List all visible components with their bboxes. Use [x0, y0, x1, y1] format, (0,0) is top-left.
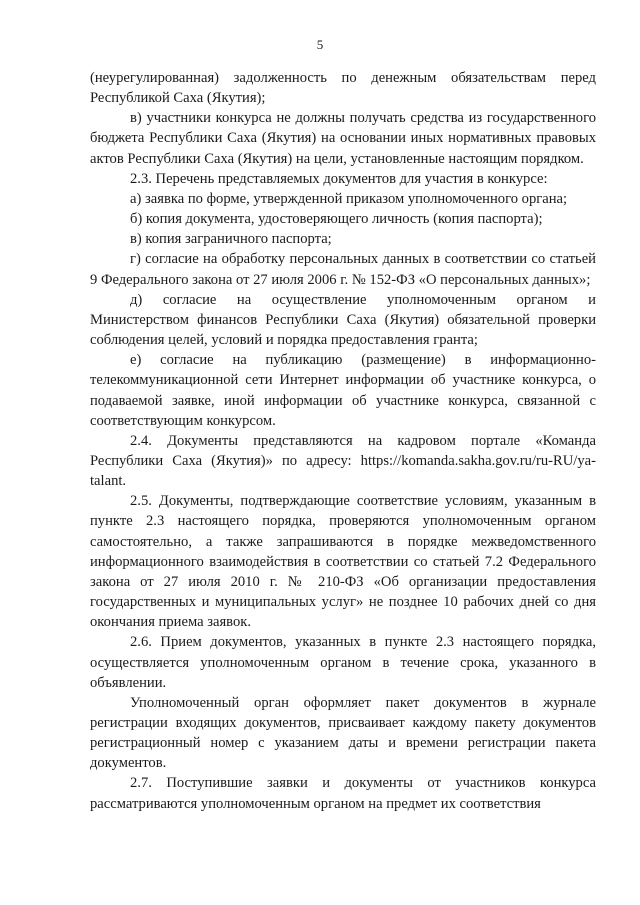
paragraph-item-v-passport: в) копия заграничного паспорта; — [130, 231, 332, 248]
page-number: 5 — [316, 37, 324, 52]
paragraph-debt-continuation: (неурегулированная) задолженность по денежным обязательствам перед Республикой Саха (Якутия); — [90, 70, 596, 107]
paragraph-2-5-verification: 2.5. Документы, подтверждающие соответствие условиям, указанным в пункте 2.3 настоящего порядка, проверяются уполномоченным органом самостоятельно, а также запрашиваются в порядке межведомственного информационного взаимодействия в соответствии со статьей 7.2 Федерального закона от 27 июля 2010 г. № 210-ФЗ «Об организации предоставления государственных и муниципальных услуг» не позднее 10 рабочих дней со дня окончания приема заявок. — [90, 493, 596, 631]
paragraph-item-a-application: а) заявка по форме, утвержденной приказом уполномоченного органа; — [130, 190, 568, 207]
paragraph-2-7-review: 2.7. Поступившие заявки и документы от участников конкурса рассматриваются уполномоченным органом на предмет их соответствия — [90, 775, 596, 812]
document-body — [90, 68, 596, 814]
paragraph-item-g-personal-data: г) согласие на обработку персональных данных в соответствии со статьей 9 Федерального закона от 27 июля 2006 г. № 152-ФЗ «О персональных данных»; — [90, 251, 596, 288]
paragraph-2-6-acceptance: 2.6. Прием документов, указанных в пункте 2.3 настоящего порядка, осуществляется уполномоченным органом в течение срока, указанного в объявлении. — [90, 634, 596, 691]
paragraph-registration: Уполномоченный орган оформляет пакет документов в журнале регистрации входящих документов, присваивает каждому пакету документов регистрационный номер с указанием даты и времени регистрации пакета документов. — [90, 694, 596, 772]
paragraph-2-4-portal: 2.4. Документы представляются на кадровом портале «Команда Республики Саха (Якутия)» по адресу: https://komanda.sakha.gov.ru/ru-RU/ya-talant. — [90, 432, 596, 490]
paragraph-item-v-budget: в) участники конкурса не должны получать средства из государственного бюджета Республики Саха (Якутия) на основании иных нормативных правовых актов Республики Саха (Якутия) на цели, установленные настоящим порядком. — [90, 110, 596, 167]
paragraph-item-b-id-copy: б) копия документа, удостоверяющего личность (копия паспорта); — [130, 211, 543, 228]
paragraph-item-d-verification: д) согласие на осуществление уполномоченным органом и Министерством финансов Республики Саха (Якутия) обязательной проверки соблюдения целей, условий и порядка предоставления гранта; — [90, 291, 596, 349]
paragraph-item-e-publication: е) согласие на публикацию (размещение) в информационно-телекоммуникационной сети Интернет информации об участнике конкурса, о подаваемой заявке, иной информации об участнике конкурса, связанной с соответствующим конкурсом. — [90, 352, 596, 429]
paragraph-2-3-documents-list: 2.3. Перечень представляемых документов для участия в конкурсе: — [130, 170, 548, 187]
